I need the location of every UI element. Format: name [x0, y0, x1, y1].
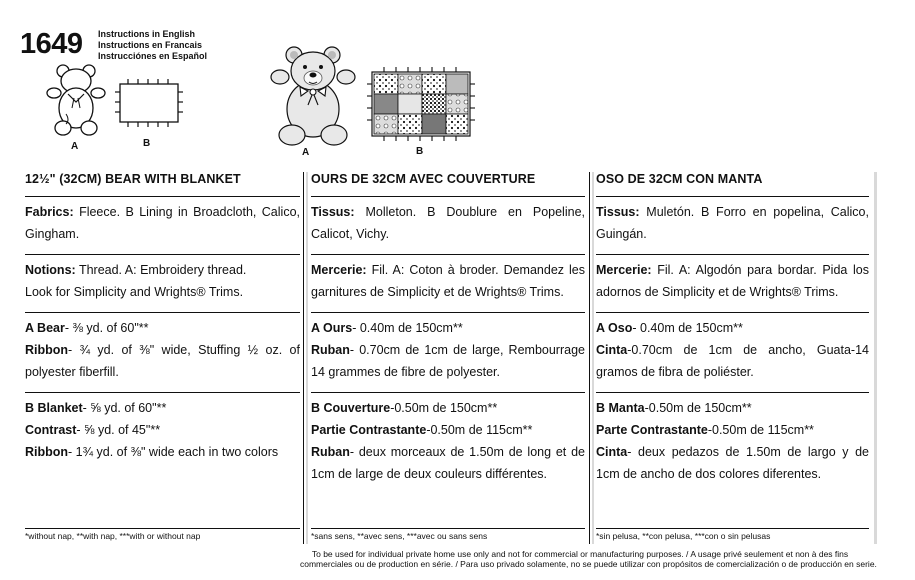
fabrics-text: Muletón. B Forro en popelina, Calico, Guingán.: [596, 205, 869, 241]
notions-text: Fil. A: Coton à broder. Demandez les garnitures de Simplicity et de Wrights® Trims.: [311, 263, 585, 299]
small-bear-label: A: [71, 141, 79, 152]
view-b-text: -0.50m de 150cm**: [644, 401, 752, 415]
french-notions: [311, 254, 585, 312]
view-a-text: - 0.40m de 150cm**: [632, 321, 743, 335]
view-b-label: B Blanket: [25, 401, 83, 415]
notions-text: Look for Simplicity and Wrights® Trims.: [25, 285, 244, 299]
contrast-text: -0.50m de 115cm**: [426, 423, 533, 437]
view-b-text: - ⅝ yd. of 60"**: [82, 401, 167, 415]
contrast-text: - ⅝ yd. of 45"**: [76, 423, 161, 437]
ribbon-label: Ribbon: [25, 343, 69, 357]
disclaimer-line: To be used for individual private home use only and not for commercial or manufacturing purposes. / A usage privé seulement et non à des fins: [311, 549, 849, 559]
english-blanket-yardage: [25, 392, 300, 472]
english-column: [25, 168, 300, 541]
spanish-fabrics: [596, 196, 869, 254]
view-b-text: -0.50m de 150cm**: [390, 401, 498, 415]
french-blanket-yardage: [311, 392, 585, 494]
notions-label: Notions:: [25, 263, 76, 277]
french-footnote: *sans sens, **avec sens, ***avec ou sans sens: [311, 528, 585, 541]
usage-disclaimer: [300, 549, 877, 569]
spanish-bear-yardage: [596, 312, 869, 392]
spanish-notions: [596, 254, 869, 312]
ribbon-label: Ribbon: [25, 445, 69, 459]
language-french: Instructions en Francais: [98, 40, 203, 50]
view-a-text: - ⅜ yd. of 60"**: [64, 321, 149, 335]
french-fabrics: [311, 196, 585, 254]
ribbon-text: - 0.70cm de 1cm de large, Rembourrage 14 grammes de fibre de polyester.: [311, 343, 585, 379]
french-column: [311, 168, 585, 541]
ribbon-label: Cinta: [596, 343, 628, 357]
large-bear-label: A: [302, 147, 310, 158]
pattern-number: 1649: [20, 28, 83, 60]
column-divider: [303, 172, 304, 544]
small-bear-drawing: [46, 62, 106, 138]
notions-text: Thread. A: Embroidery thread.: [78, 263, 247, 277]
notions-label: Mercerie:: [596, 263, 652, 277]
spanish-title: OSO DE 32CM CON MANTA: [596, 172, 763, 186]
column-shadow: [592, 172, 594, 544]
ribbon-label: Cinta: [596, 445, 628, 459]
small-blanket-label: B: [143, 138, 151, 149]
view-b-label: B Manta: [596, 401, 645, 415]
notions-text: Fil. A: Algodón para bordar. Pida los adornos de Simplicity et de Wrights® Trims.: [596, 263, 869, 299]
ribbon-text: - 1¾ yd. of ⅜" wide each in two colors: [68, 445, 279, 459]
contrast-label: Contrast: [25, 423, 77, 437]
ribbon-text: - deux morceaux de 1.50m de long et de 1cm de large de deux couleurs différentes.: [311, 445, 585, 481]
spanish-column: [596, 168, 869, 541]
notions-label: Mercerie:: [311, 263, 367, 277]
view-a-label: A Oso: [596, 321, 633, 335]
large-blanket-illustration: [366, 66, 476, 142]
small-blanket-drawing: [114, 78, 184, 130]
large-blanket-label: B: [416, 146, 424, 157]
fabrics-text: Molleton. B Doublure en Popeline, Calicot, Vichy.: [311, 205, 585, 241]
column-shadow: [306, 172, 308, 544]
ribbon-text: -0.70cm de 1cm de ancho, Guata-14 gramos de fibra de poliéster.: [596, 343, 869, 379]
english-notions: [25, 254, 300, 312]
contrast-text: -0.50m de 115cm**: [707, 423, 814, 437]
column-shadow: [874, 172, 877, 544]
fabrics-label: Fabrics:: [25, 205, 74, 219]
english-title: 12½" (32CM) BEAR WITH BLANKET: [25, 172, 241, 186]
ribbon-text: - ¾ yd. of ⅜" wide, Stuffing ½ oz. of polyester fiberfill.: [25, 343, 300, 379]
view-a-label: A Bear: [25, 321, 65, 335]
language-spanish: Instrucciónes en Español: [98, 51, 208, 61]
ribbon-text: - deux pedazos de 1.50m de largo y de 1cm de ancho de dos colores diferentes.: [596, 445, 869, 481]
contrast-label: Parte Contrastante: [596, 423, 708, 437]
contrast-label: Partie Contrastante: [311, 423, 427, 437]
ribbon-label: Ruban: [311, 445, 350, 459]
view-a-label: A Ours: [311, 321, 353, 335]
fabrics-text: Fleece. B Lining in Broadcloth, Calico, Gingham.: [25, 205, 300, 241]
french-title: OURS DE 32CM AVEC COUVERTURE: [311, 172, 536, 186]
english-bear-yardage: [25, 312, 300, 392]
view-b-label: B Couverture: [311, 401, 391, 415]
english-fabrics: [25, 196, 300, 254]
fabrics-label: Tissus:: [311, 205, 355, 219]
spanish-blanket-yardage: [596, 392, 869, 494]
column-divider: [589, 172, 590, 544]
english-footnote: *without nap, **with nap, ***with or without nap: [25, 528, 300, 541]
language-list: [98, 29, 207, 62]
language-english: Instructions in English: [98, 29, 196, 39]
french-bear-yardage: [311, 312, 585, 392]
spanish-footnote: *sin pelusa, **con pelusa, ***con o sin pelusas: [596, 528, 869, 541]
large-bear-illustration: [270, 45, 356, 147]
view-a-text: - 0.40m de 150cm**: [352, 321, 463, 335]
ribbon-label: Ruban: [311, 343, 350, 357]
fabrics-label: Tissus:: [596, 205, 640, 219]
disclaimer-line: commerciales ou de production en série. / Para uso privado solamente, no se puede utilizar con propósitos de comercialización o de producción en serie.: [300, 559, 877, 569]
